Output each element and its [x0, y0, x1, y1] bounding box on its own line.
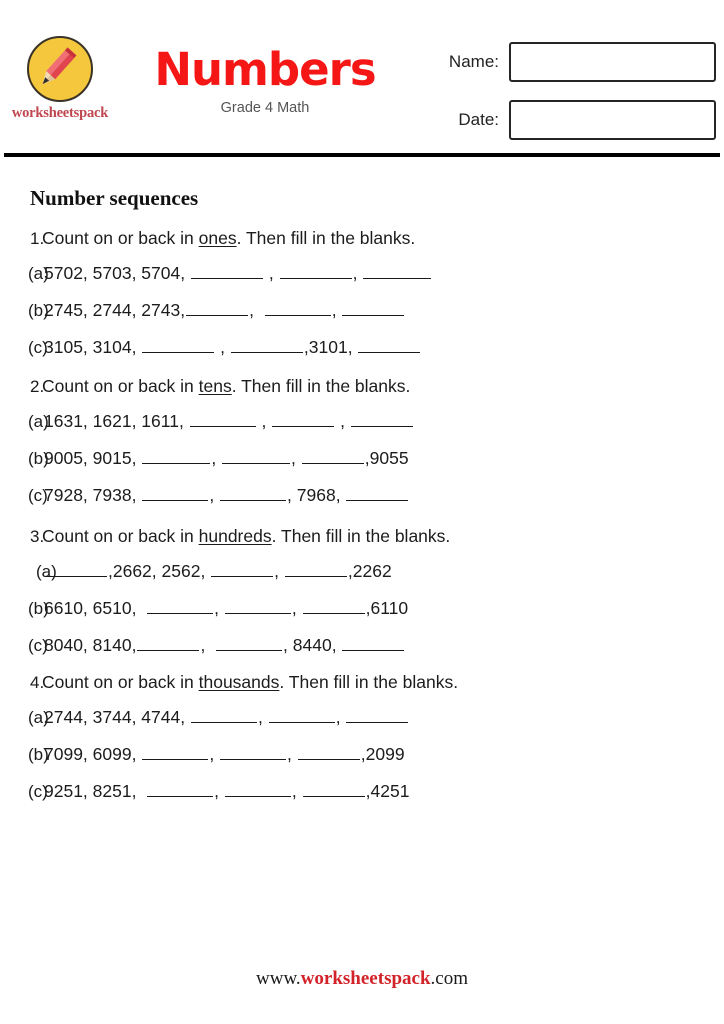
question-text: Count on or back in ones. Then fill in the blanks.	[42, 228, 416, 248]
answer-blank[interactable]	[142, 450, 210, 464]
logo-block	[8, 36, 112, 122]
question-subitem	[0, 411, 724, 432]
question-prompt	[0, 228, 724, 249]
question-number: 4.	[30, 673, 45, 692]
sequence-number: ,	[287, 744, 297, 764]
header-divider	[4, 153, 720, 157]
page-title: Numbers	[154, 43, 376, 96]
answer-blank[interactable]	[285, 563, 347, 577]
sequence-number: 1631, 1621, 1611,	[44, 411, 189, 431]
date-row	[426, 98, 716, 142]
answer-blank[interactable]	[269, 709, 335, 723]
question-subitem	[0, 744, 724, 765]
footer-url	[0, 968, 724, 990]
name-input[interactable]	[509, 42, 716, 82]
answer-blank[interactable]	[342, 637, 404, 651]
logo-wordmark: worksheetspack	[11, 105, 109, 121]
question-keyword: hundreds	[198, 526, 272, 546]
question-keyword: tens	[198, 376, 232, 396]
question-group	[0, 672, 724, 802]
answer-blank[interactable]	[346, 487, 408, 501]
answer-blank[interactable]	[137, 637, 199, 651]
answer-blank[interactable]	[142, 487, 208, 501]
sequence-number: 7928, 7938,	[44, 485, 142, 505]
subitem-label: (a)	[28, 412, 49, 431]
sequence-number: ,	[209, 744, 220, 764]
answer-blank[interactable]	[302, 450, 364, 464]
answer-blank[interactable]	[142, 746, 208, 760]
number-sequence	[44, 263, 432, 284]
sequence-number: 2745, 2744, 2743,	[44, 300, 186, 320]
title-block	[120, 43, 410, 116]
number-sequence	[44, 485, 409, 506]
subitem-label: (c)	[28, 782, 48, 801]
question-prompt	[0, 672, 724, 693]
answer-blank[interactable]	[303, 783, 365, 797]
question-text: Count on or back in tens. Then fill in the blanks.	[42, 376, 411, 396]
sequence-number: ,	[211, 448, 222, 468]
sequence-number: ,	[291, 598, 302, 618]
answer-blank[interactable]	[351, 413, 413, 427]
number-sequence	[44, 635, 405, 656]
name-label: Name:	[448, 52, 499, 71]
sequence-number: ,	[335, 707, 346, 727]
answer-blank[interactable]	[222, 450, 290, 464]
subitem-label: (b)	[28, 599, 49, 618]
sequence-number: ,	[291, 781, 302, 801]
answer-blank[interactable]	[220, 487, 286, 501]
answer-blank[interactable]	[346, 709, 408, 723]
number-sequence	[44, 598, 408, 619]
question-subitem	[0, 781, 724, 802]
sequence-number: ,	[215, 337, 230, 357]
question-group	[0, 228, 724, 358]
pencil-in-circle-icon	[27, 36, 93, 102]
question-text: Count on or back in hundreds. Then fill in the blanks.	[42, 526, 451, 546]
answer-blank[interactable]	[280, 265, 352, 279]
subitem-label: (b)	[28, 301, 49, 320]
question-group	[0, 376, 724, 506]
answer-blank[interactable]	[142, 339, 214, 353]
name-row	[426, 40, 716, 84]
sequence-number: ,	[331, 300, 342, 320]
answer-blank[interactable]	[225, 600, 291, 614]
question-number: 1.	[30, 229, 45, 248]
answer-blank[interactable]	[147, 600, 213, 614]
answer-blank[interactable]	[265, 302, 331, 316]
question-subitem	[0, 598, 724, 619]
sequence-number: ,	[291, 448, 301, 468]
question-number: 2.	[30, 377, 45, 396]
question-subitem	[0, 561, 724, 582]
sequence-number: ,	[200, 635, 216, 655]
question-group	[0, 526, 724, 656]
number-sequence	[44, 411, 414, 432]
answer-blank[interactable]	[147, 783, 213, 797]
number-sequence	[44, 300, 405, 321]
sequence-number: ,	[352, 263, 363, 283]
sequence-number: ,3101,	[303, 337, 358, 357]
answer-blank[interactable]	[272, 413, 334, 427]
question-keyword: thousands	[198, 672, 280, 692]
answer-blank[interactable]	[220, 746, 286, 760]
subitem-label: (c)	[28, 636, 48, 655]
sequence-number: 9005, 9015,	[44, 448, 142, 468]
sequence-number: , 8440,	[283, 635, 342, 655]
student-fields	[426, 40, 716, 156]
sequence-number: ,	[263, 263, 279, 283]
question-prompt	[0, 376, 724, 397]
date-label: Date:	[458, 110, 499, 129]
answer-blank[interactable]	[303, 600, 365, 614]
date-input[interactable]	[509, 100, 716, 140]
subitem-label: (a)	[28, 708, 49, 727]
questions-container	[0, 228, 724, 818]
sequence-number: ,	[214, 598, 224, 618]
answer-blank[interactable]	[358, 339, 420, 353]
answer-blank[interactable]	[342, 302, 404, 316]
question-subitem	[0, 337, 724, 358]
question-subitem	[0, 263, 724, 284]
answer-blank[interactable]	[363, 265, 431, 279]
subitem-label: (a)	[36, 562, 57, 581]
question-subitem	[0, 485, 724, 506]
question-subitem	[0, 448, 724, 469]
number-sequence	[44, 561, 392, 582]
answer-blank[interactable]	[298, 746, 360, 760]
sequence-number: 6610, 6510,	[44, 598, 147, 618]
question-text: Count on or back in thousands. Then fill in the blanks.	[42, 672, 459, 692]
answer-blank[interactable]	[225, 783, 291, 797]
page-subtitle: Grade 4 Math	[220, 100, 310, 116]
answer-blank[interactable]	[191, 709, 257, 723]
sequence-number: ,	[209, 485, 220, 505]
sequence-number: ,2099	[360, 744, 405, 764]
answer-blank[interactable]	[191, 265, 263, 279]
question-keyword: ones	[198, 228, 237, 248]
footer-prefix: www.	[256, 968, 301, 989]
subitem-label: (b)	[28, 449, 49, 468]
sequence-number: ,4251	[365, 781, 410, 801]
sequence-number: ,	[249, 300, 264, 320]
question-prompt	[0, 526, 724, 547]
sequence-number: ,	[257, 707, 268, 727]
sequence-number: ,	[335, 411, 350, 431]
worksheet-header	[0, 0, 724, 152]
question-subitem	[0, 707, 724, 728]
answer-blank[interactable]	[216, 637, 282, 651]
sequence-number: ,6110	[365, 598, 409, 618]
subitem-label: (c)	[28, 338, 48, 357]
question-subitem	[0, 300, 724, 321]
sequence-number: ,	[256, 411, 272, 431]
answer-blank[interactable]	[45, 563, 107, 577]
number-sequence	[44, 744, 405, 765]
sequence-number: ,	[274, 561, 284, 581]
number-sequence	[44, 707, 409, 728]
sequence-number: , 7968,	[287, 485, 346, 505]
sequence-number: 8040, 8140,	[44, 635, 137, 655]
sequence-number: 7099, 6099,	[44, 744, 142, 764]
sequence-number: 3105, 3104,	[44, 337, 142, 357]
subitem-label: (b)	[28, 745, 49, 764]
subitem-label: (c)	[28, 486, 48, 505]
answer-blank[interactable]	[190, 413, 256, 427]
subitem-label: (a)	[28, 264, 49, 283]
answer-blank[interactable]	[211, 563, 273, 577]
sequence-number: ,	[214, 781, 224, 801]
sequence-number: ,2662, 2562,	[108, 561, 211, 581]
footer-brand: worksheetspack	[300, 968, 431, 989]
section-heading: Number sequences	[30, 186, 199, 210]
sequence-number: ,2262	[347, 561, 392, 581]
number-sequence	[44, 781, 409, 802]
sequence-number: 2744, 3744, 4744,	[44, 707, 190, 727]
question-subitem	[0, 635, 724, 656]
answer-blank[interactable]	[186, 302, 248, 316]
number-sequence	[44, 448, 409, 469]
footer-suffix: .com	[430, 968, 468, 989]
sequence-number: ,9055	[364, 448, 409, 468]
sequence-number: 5702, 5703, 5704,	[44, 263, 190, 283]
number-sequence	[44, 337, 421, 358]
answer-blank[interactable]	[231, 339, 303, 353]
question-number: 3.	[30, 527, 45, 546]
sequence-number: 9251, 8251,	[44, 781, 147, 801]
